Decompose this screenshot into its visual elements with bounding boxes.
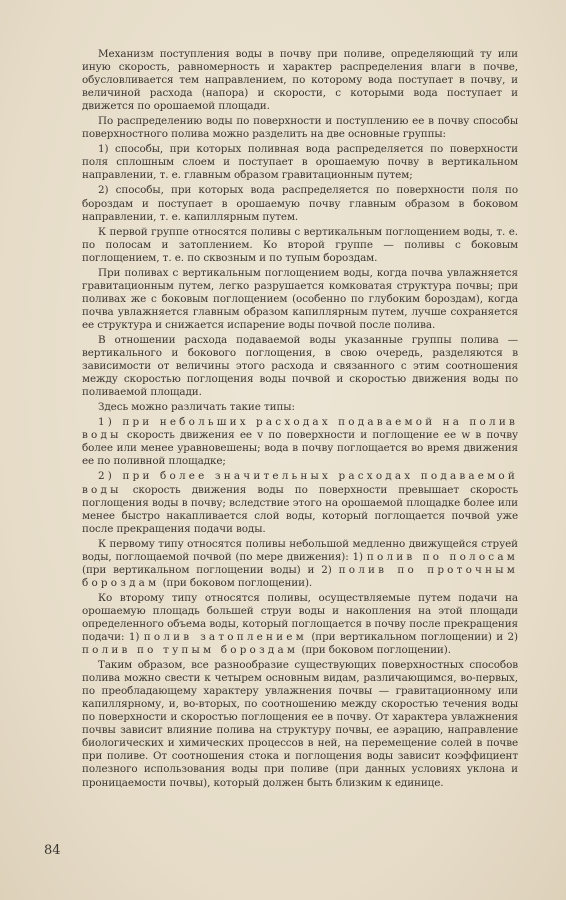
spaced-emphasis: полив по полосам	[366, 550, 519, 563]
spaced-emphasis: полив по проточным бороздам	[82, 563, 518, 589]
paragraph-7: В отношении расхода подаваемой воды указанные группы полива — вертикального и бокового поглощения, в свою очередь, разделяются в зависимости от величины этого расхода и связанного с этим соотношения между скоростью поглощения воды почвой и скоростью движения воды по поливаемой площади.	[82, 333, 518, 399]
paragraph-5: К первой группе относятся поливы с вертикальным поглощением воды, т. е. по полосам и затоплением. Ко второй группе — поливы с боковым поглощением, т. е. по сквозным и по тупым бороздам.	[82, 225, 518, 264]
paragraph-11	[82, 538, 518, 590]
paragraph-10	[82, 470, 518, 535]
spaced-emphasis: полив затоплением	[143, 631, 307, 644]
paragraph-8: Здесь можно различать такие типы:	[98, 401, 295, 414]
paragraph-9	[82, 416, 518, 468]
paragraph-12	[82, 592, 518, 657]
paragraph-13: Таким образом, все разнообразие существующих поверхностных способов полива можно свести к четырем основным видам, различающимся, во-первых, по преобладающему характеру увлажнения почвы — гравитационному или капиллярному, и, во-вторых, по соотношению между скоростью течения воды по поверхности и скоростью поглощения ее в почву. От характера увлажнения почвы зависит влияние полива на структуру почвы, ее аэрацию, направление биологических и химических процессов в ней, на перемещение солей в почве при поливе. От соотношения стока и поглощения воды зависит коэффициент полезного использования воды при поливе (при данных условиях уклона и проницаемости почвы), который должен быть близким к единице.	[82, 659, 518, 789]
paragraph-text: (при боковом поглощении).	[159, 576, 313, 589]
paragraph-text: (при вертикальном поглощении) и 2)	[306, 631, 518, 644]
paragraph-6: При поливах с вертикальным поглощением воды, когда почва увлажняется гравитационным путем, легко разрушается комковатая структура почвы; при поливах же с боковым поглощением (особенно по глубоким бороздам), когда почва увлажняется главным образом капиллярным путем, лучше сохраняется ее структура и снижается испарение воды почвой после полива.	[82, 266, 518, 331]
paragraph-text: скорость движения ее v по поверхности и поглощение ее w в почву более или менее уравновешены; вода в почву поглощается во время движения ее по поливной площадке;	[82, 429, 518, 468]
spaced-emphasis: 2) при более значительных расходах подаваемой воды	[82, 470, 518, 496]
paragraph-text: Ко второму типу относятся поливы, осуществляемые путем подачи на орошаемую площадь большей струи воды и накопления на этой площади определенного объема воды, который поглощается в почву после прекращения подачи: 1)	[82, 591, 518, 644]
paragraph-text: К первому типу относятся поливы небольшой медленно движущейся струей воды, поглощаемой почвой (по мере движения): 1)	[82, 537, 518, 563]
paragraph-text: (при боковом поглощении).	[298, 644, 451, 657]
paragraph-3: 1) способы, при которых поливная вода распределяется по поверхности поля сплошным слоем и поступает в орошаемую почву в вертикальном направлении, т. е. главным образом гравитационным путем;	[82, 143, 518, 182]
spaced-emphasis: 1) при небольших расходах подаваемой на полив воды	[82, 416, 518, 442]
paragraph-1: Механизм поступления воды в почву при поливе, определяющий ту или иную скорость, равномерность и характер распределения влаги в почве, обусловливается тем направлением, по которому вода поступает в почву, и величиной расхода (напора) и скорости, с которыми вода поступает и движется по орошаемой площади.	[82, 48, 518, 113]
paragraph-text: (при вертикальном поглощении воды) и 2)	[82, 563, 339, 576]
paragraph-4: 2) способы, при которых вода распределяется по поверхности поля по бороздам и поступает в орошаемую почву главным образом в боковом направлении, т. е. капиллярным путем.	[82, 184, 518, 223]
body-text	[82, 48, 518, 792]
page-number: 84	[44, 843, 61, 858]
paragraph-2: По распределению воды по поверхности и поступлению ее в почву способы поверхностного полива можно разделить на две основные группы:	[82, 115, 518, 141]
spaced-emphasis: полив по тупым бороздам	[82, 644, 299, 657]
paragraph-text: скорость движения воды по поверхности превышает скорость поглощения воды в почву; вследствие этого на орошаемой площадке более или менее быстро накапливается слой воды, который поглощается почвой уже после прекращения подачи воды.	[82, 483, 518, 535]
